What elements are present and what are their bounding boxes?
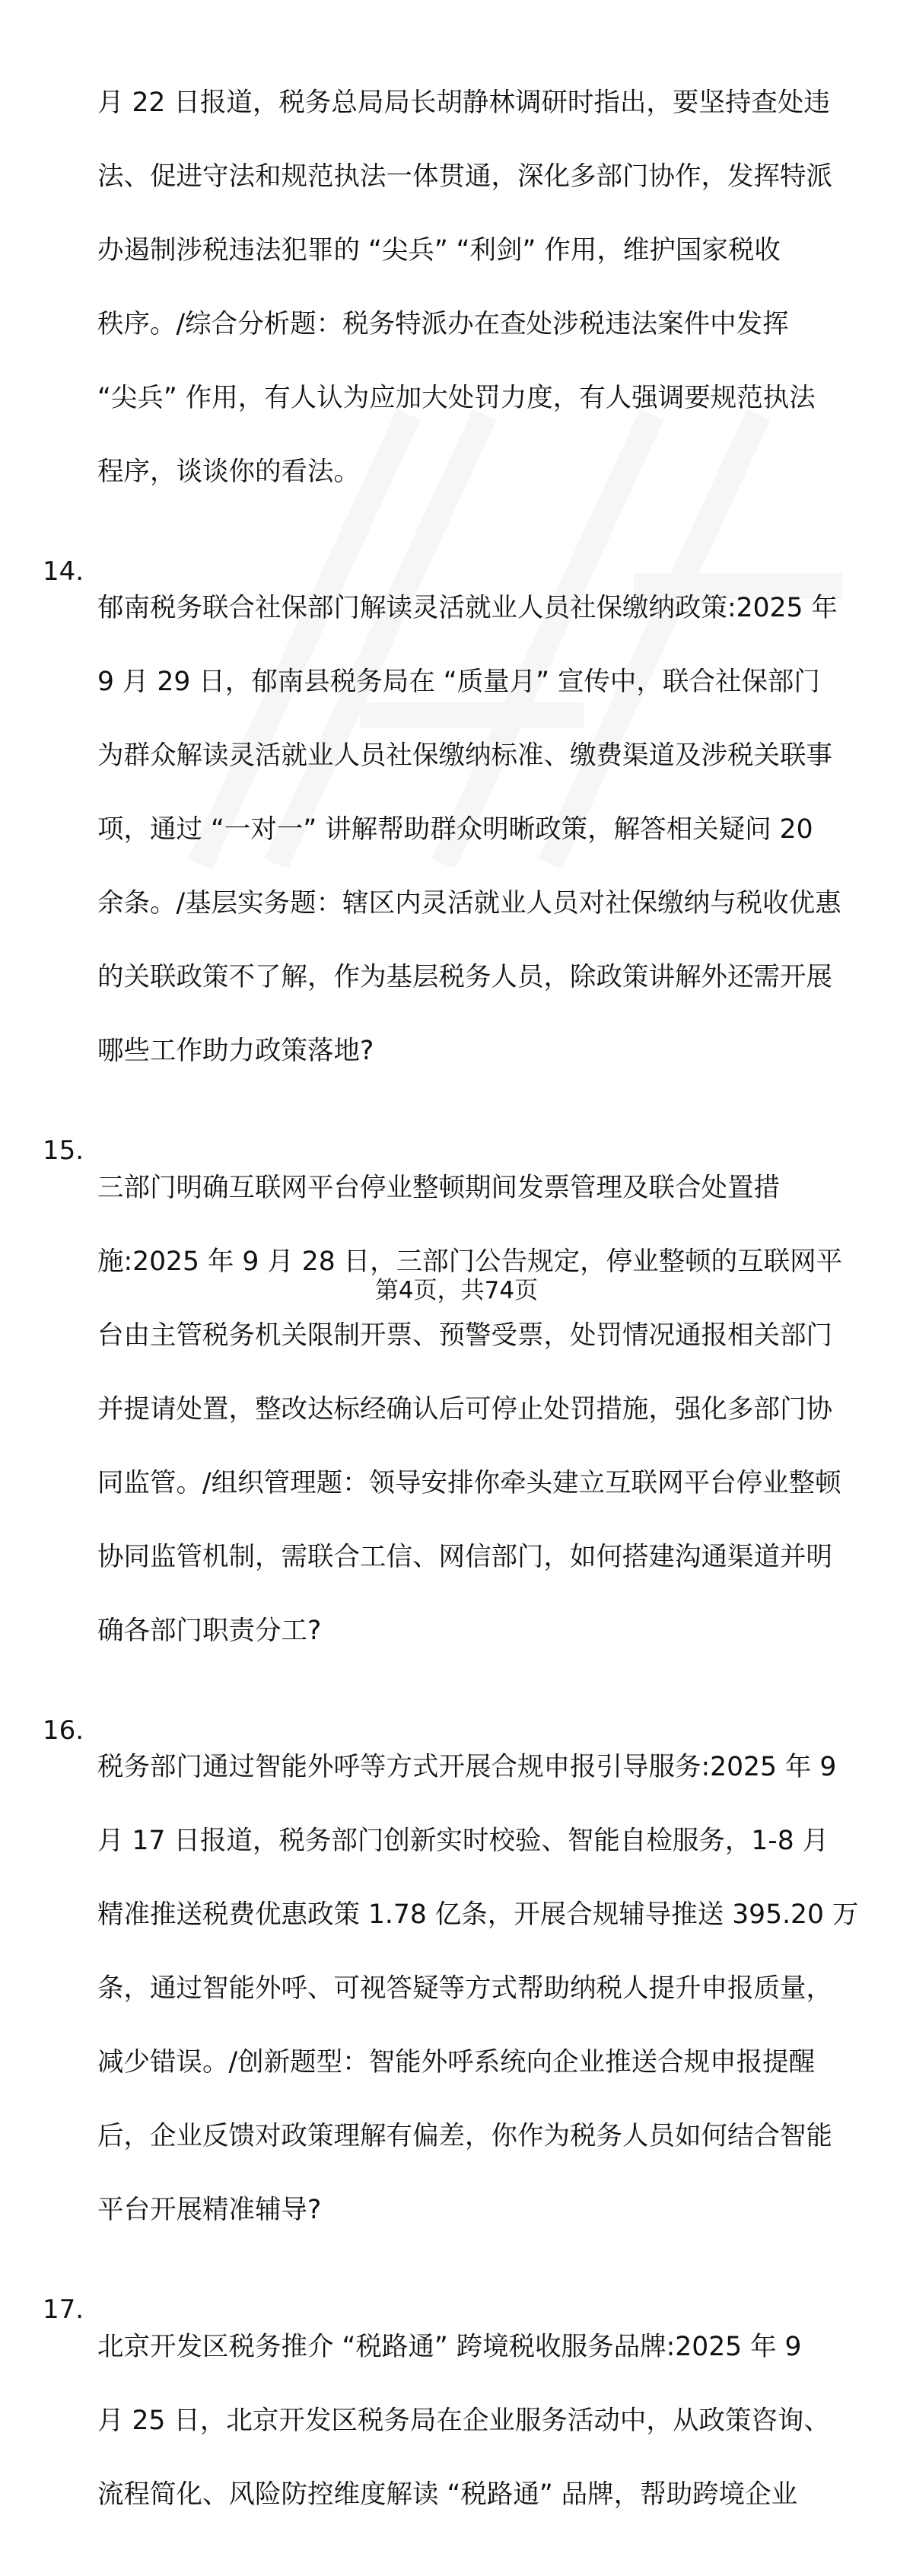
list-item-17 <box>0 2291 913 2550</box>
text-line: 月 22 日报道，税务总局局长胡静林调研时指出，要坚持查处违 <box>97 87 830 118</box>
item-number: 17. <box>43 2294 84 2325</box>
text-line: 月 17 日报道，税务部门创新实时校验、智能自检服务，1-8 月 <box>97 1826 829 1856</box>
text-line: 哪些工作助力政策落地? <box>97 1036 374 1066</box>
text-line: 项，通过 “一对一” 讲解帮助群众明晰政策，解答相关疑问 20 <box>97 814 813 845</box>
document-body <box>0 47 913 2576</box>
text-line: 施:2025 年 9 月 28 日，三部门公告规定，停业整顿的互联网平 <box>97 1246 843 1277</box>
text-line: 精准推送税费优惠政策 1.78 亿条，开展合规辅导推送 395.20 万 <box>97 1899 859 1930</box>
text-line: 协同监管机制，需联合工信、网信部门，如何搭建沟通渠道并明 <box>97 1541 832 1572</box>
text-line: 北京开发区税务推介 “税路通” 跨境税收服务品牌:2025 年 9 <box>97 2331 802 2362</box>
text-line: 条，通过智能外呼、可视答疑等方式帮助纳税人提升申报质量， <box>97 1973 832 2004</box>
item-number: 14. <box>43 556 84 587</box>
page-footer <box>0 1275 913 1306</box>
text-line: 办遏制涉税违法犯罪的 “尖兵” “利剑” 作用，维护国家税收 <box>97 234 781 266</box>
continuation-paragraph <box>0 47 913 527</box>
text-line: 余条。/基层实务题：辖区内灵活就业人员对社保缴纳与税收优惠 <box>97 888 841 919</box>
text-line: 税务部门通过智能外呼等方式开展合规申报引导服务:2025 年 9 <box>97 1752 837 1782</box>
item-number: 16. <box>43 1715 84 1746</box>
text-line: 后，企业反馈对政策理解有偏差，你作为税务人员如何结合智能 <box>97 2121 832 2151</box>
text-line: 平台开展精准辅导? <box>97 2195 322 2225</box>
text-line: 确各部门职责分工? <box>97 1615 322 1646</box>
text-line: 流程简化、风险防控维度解读 “税路通” 品牌，帮助跨境企业 <box>97 2479 798 2510</box>
text-line: 法、促进守法和规范执法一体贯通，深化多部门协作，发挥特派 <box>97 161 832 192</box>
list-item-14 <box>0 553 913 1107</box>
text-line: 台由主管税务机关限制开票、预警受票，处罚情况通报相关部门 <box>97 1320 832 1351</box>
list-item-15 <box>0 1132 913 1686</box>
text-line: 程序，谈谈你的看法。 <box>97 456 360 487</box>
text-line: 同监管。/组织管理题：领导安排你牵头建立互联网平台停业整顿 <box>97 1467 841 1498</box>
page-number-label: 第4页，共74页 <box>374 1277 539 1304</box>
text-line: “尖兵” 作用，有人认为应加大处罚力度，有人强调要规范执法 <box>97 382 816 413</box>
text-line: 郁南税务联合社保部门解读灵活就业人员社保缴纳政策:2025 年 <box>97 593 838 623</box>
text-line: 并提请处置，整改达标经确认后可停止处罚措施，强化多部门协 <box>97 1393 832 1425</box>
item-number: 15. <box>43 1135 84 1166</box>
text-line: 的关联政策不了解，作为基层税务人员，除政策讲解外还需开展 <box>97 962 832 992</box>
text-line: 减少错误。/创新题型：智能外呼系统向企业推送合规申报提醒 <box>97 2047 816 2078</box>
text-line: 三部门明确互联网平台停业整顿期间发票管理及联合处置措 <box>97 1172 780 1203</box>
list-item-16 <box>0 1712 913 2266</box>
text-line: 秩序。/综合分析题：税务特派办在查处涉税违法案件中发挥 <box>97 308 789 339</box>
text-line: 9 月 29 日，郁南县税务局在 “质量月” 宣传中，联合社保部门 <box>97 667 820 697</box>
text-line: 为群众解读灵活就业人员社保缴纳标准、缴费渠道及涉税关联事 <box>97 740 832 771</box>
text-line: 月 25 日，北京开发区税务局在企业服务活动中，从政策咨询、 <box>97 2405 830 2436</box>
